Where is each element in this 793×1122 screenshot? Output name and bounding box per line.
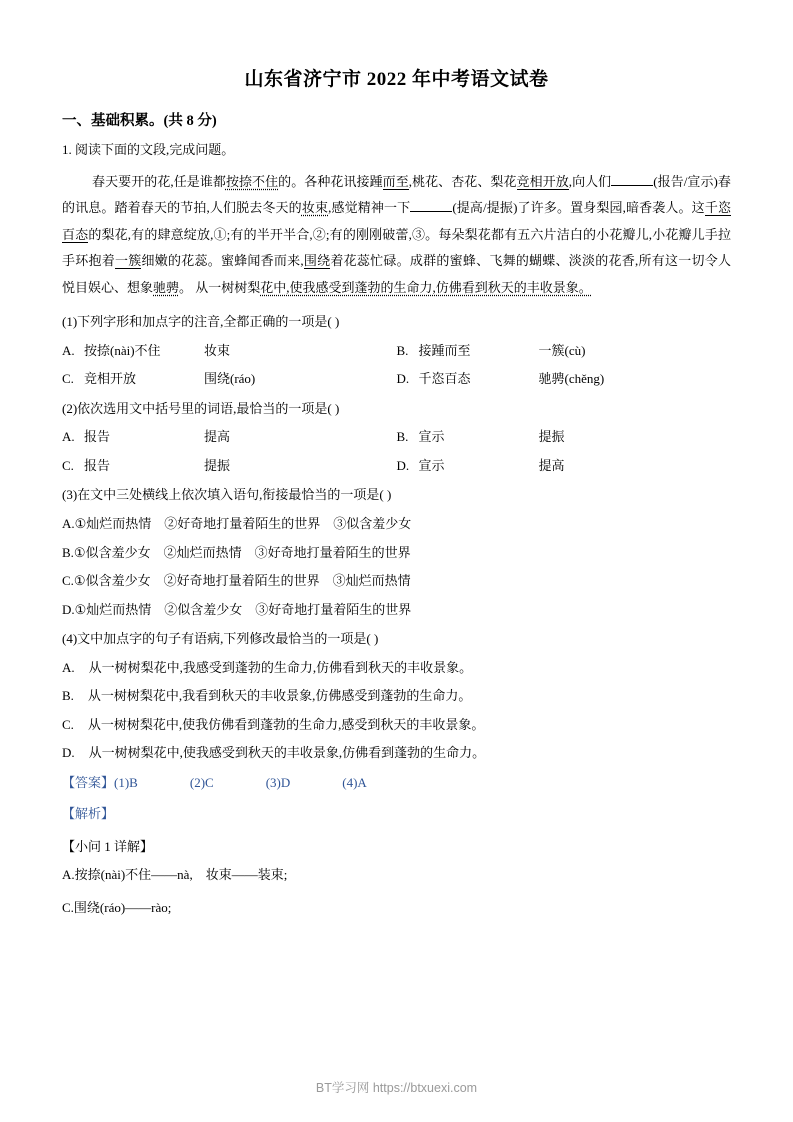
analysis-line: A.按捺(nài)不住——nà, 妆束——装束;	[62, 867, 288, 883]
option-label: D.	[396, 457, 410, 473]
option-label: A.	[62, 342, 75, 358]
analysis-detail-heading: 【小问 1 详解】	[62, 839, 154, 855]
option-item[interactable]	[62, 369, 397, 389]
sub-question-1-stem: (1)下列字形和加点字的注音,全都正确的一项是( )	[62, 313, 340, 329]
option-item[interactable]	[62, 456, 397, 476]
passage-text-5: (报告/宣示)春的讯息。踏着春天的节拍,人们脱去冬天的	[62, 173, 731, 216]
passage-text-12: 着花蕊忙碌。成群的蜜蜂、飞舞的蝴蝶、淡淡的花香,所有这一切令人悦目娱心、想象	[62, 253, 731, 296]
option-label: C.	[62, 573, 74, 589]
option-label: B.	[396, 342, 409, 358]
passage-underline-1: 而至	[382, 173, 409, 189]
passage-underline-2: 竞相开放	[516, 173, 569, 189]
option-text: 接踵而至	[418, 342, 471, 358]
passage-text-2: 的。各种花讯接踵	[278, 173, 383, 189]
option-extra: 驰骋(chěng)	[538, 371, 605, 386]
option-text: ①灿烂而热情 ②似含羞少女 ③好奇地打量着陌生的世界	[74, 601, 412, 617]
option-text: 宣示	[418, 429, 445, 445]
option-row	[62, 427, 731, 447]
passage-text-6: ,感觉精神一下	[328, 200, 411, 216]
passage-text-3: ,桃花、杏花、梨花	[408, 173, 517, 189]
answer-item-2: (2)C	[189, 774, 214, 790]
option-text: ①似含羞少女 ②灿烂而热情 ③好奇地打量着陌生的世界	[73, 544, 411, 560]
question-1-stem: 1. 阅读下面的文段,完成问题。	[62, 142, 235, 157]
option-text: 宣示	[418, 457, 445, 473]
reading-passage	[62, 169, 731, 302]
option-item[interactable]	[62, 341, 397, 361]
passage-text-1: 春天要开的花,任是谁都	[92, 173, 226, 189]
option-text: ①似含羞少女 ②好奇地打量着陌生的世界 ③灿烂而热情	[73, 573, 411, 589]
option-text: 从一树树梨花中,我看到秋天的丰收景象,仿佛感受到蓬勃的生命力。	[87, 688, 472, 704]
option-extra: 提高	[538, 457, 565, 473]
sub-question-2-stem: (2)依次选用文中括号里的词语,最恰当的一项是( )	[62, 400, 340, 416]
passage-underline-5: 围绕	[303, 253, 331, 269]
option-text: 从一树树梨花中,使我仿佛看到蓬勃的生命力,感受到秋天的丰收景象。	[87, 716, 485, 732]
option-text: ①灿烂而热情 ②好奇地打量着陌生的世界 ③似含羞少女	[74, 516, 412, 532]
option-label: B.	[396, 429, 409, 445]
option-item[interactable]	[62, 571, 731, 591]
answer-block	[62, 773, 731, 794]
passage-underline-3: 千恣百态	[62, 200, 731, 242]
option-item[interactable]	[62, 686, 731, 706]
option-extra: 提振	[538, 429, 565, 445]
option-label: D.	[62, 745, 75, 761]
sub-question-3-stem: (3)在文中三处横线上依次填入语句,衔接最恰当的一项是( )	[62, 487, 392, 503]
option-label: A.	[62, 429, 75, 445]
option-label: A.	[62, 659, 75, 675]
option-label: B.	[62, 544, 74, 560]
site-watermark: BT学习网 https://btxuexi.com	[315, 1081, 478, 1095]
option-extra: 妆束	[204, 342, 231, 358]
option-item[interactable]	[397, 456, 732, 476]
passage-blank-2	[410, 211, 452, 212]
option-item[interactable]	[397, 341, 732, 361]
passage-blank-1	[611, 185, 653, 186]
option-item[interactable]	[397, 369, 732, 389]
passage-text-13: 。 从一树树梨	[179, 280, 261, 296]
answer-tag: 【答案】	[62, 774, 115, 790]
option-label: C.	[62, 371, 74, 386]
option-row	[62, 369, 731, 389]
passage-dotted-4: 花中,使我感受到蓬勃的生命力,仿佛看到秋天的丰收景象。	[260, 280, 592, 296]
option-extra: 一簇(cù)	[538, 342, 586, 358]
answer-item-3: (3)D	[265, 774, 291, 790]
option-text: 报告	[84, 429, 111, 445]
option-label: D.	[396, 371, 410, 386]
passage-text-4: ,向人们	[568, 173, 612, 189]
option-extra: 提高	[204, 429, 231, 445]
passage-underline-4: 一簇	[114, 253, 142, 269]
option-extra: 围绕(ráo)	[204, 371, 256, 386]
passage-text-8: 多。置身梨园,暗香袭人。这	[543, 200, 705, 216]
analysis-line: C.围绕(ráo)——rào;	[62, 899, 172, 915]
option-row	[62, 456, 731, 476]
option-text: 按捺(nài)不住	[84, 342, 161, 358]
answer-item-1: (1)B	[114, 774, 138, 790]
option-item[interactable]	[397, 427, 732, 447]
passage-dotted-1: 按捺不住	[225, 173, 279, 189]
sub-question-4-stem: (4)文中加点字的句子有语病,下列修改最恰当的一项是( )	[62, 631, 379, 647]
option-text: 报告	[84, 457, 111, 473]
option-item[interactable]	[62, 658, 731, 678]
option-item[interactable]	[62, 743, 731, 763]
option-item[interactable]	[62, 715, 731, 735]
option-item[interactable]	[62, 543, 731, 563]
option-item[interactable]	[62, 514, 731, 534]
passage-dotted-2: 妆束	[301, 200, 329, 216]
page-title: 山东省济宁市 2022 年中考语文试卷	[244, 69, 549, 90]
option-text: 千恣百态	[418, 371, 471, 386]
section-heading: 一、基础积累。(共 8 分)	[62, 113, 217, 129]
option-text: 从一树树梨花中,使我感受到秋天的丰收景象,仿佛看到蓬勃的生命力。	[88, 745, 486, 761]
passage-text-11: 细嫩的花蕊。蜜蜂闻香而来,	[141, 253, 304, 269]
option-label: A.	[62, 516, 75, 532]
option-text: 从一树树梨花中,我感受到蓬勃的生命力,仿佛看到秋天的丰收景象。	[88, 659, 473, 675]
passage-text-9: 的梨花,有的肆意绽放,①;有的半开半合,②;有的刚刚破蕾,	[88, 226, 412, 242]
passage-text-7: (提高/提振)了许	[452, 200, 544, 216]
option-item[interactable]	[62, 427, 397, 447]
option-label: C.	[62, 716, 74, 732]
option-label: C.	[62, 457, 74, 473]
option-row	[62, 341, 731, 361]
option-extra: 提振	[204, 457, 231, 473]
passage-text-10: ③。每朵梨花都有五六片洁白的小花瓣儿,小花瓣儿手拉手环抱着	[62, 226, 731, 269]
option-label: B.	[62, 688, 74, 704]
passage-dotted-3: 驰骋	[153, 280, 180, 296]
option-item[interactable]	[62, 600, 731, 620]
option-text: 竞相开放	[84, 371, 137, 386]
analysis-tag: 【解析】	[62, 805, 115, 821]
answer-item-4: (4)A	[342, 774, 367, 790]
option-label: D.	[62, 601, 75, 617]
